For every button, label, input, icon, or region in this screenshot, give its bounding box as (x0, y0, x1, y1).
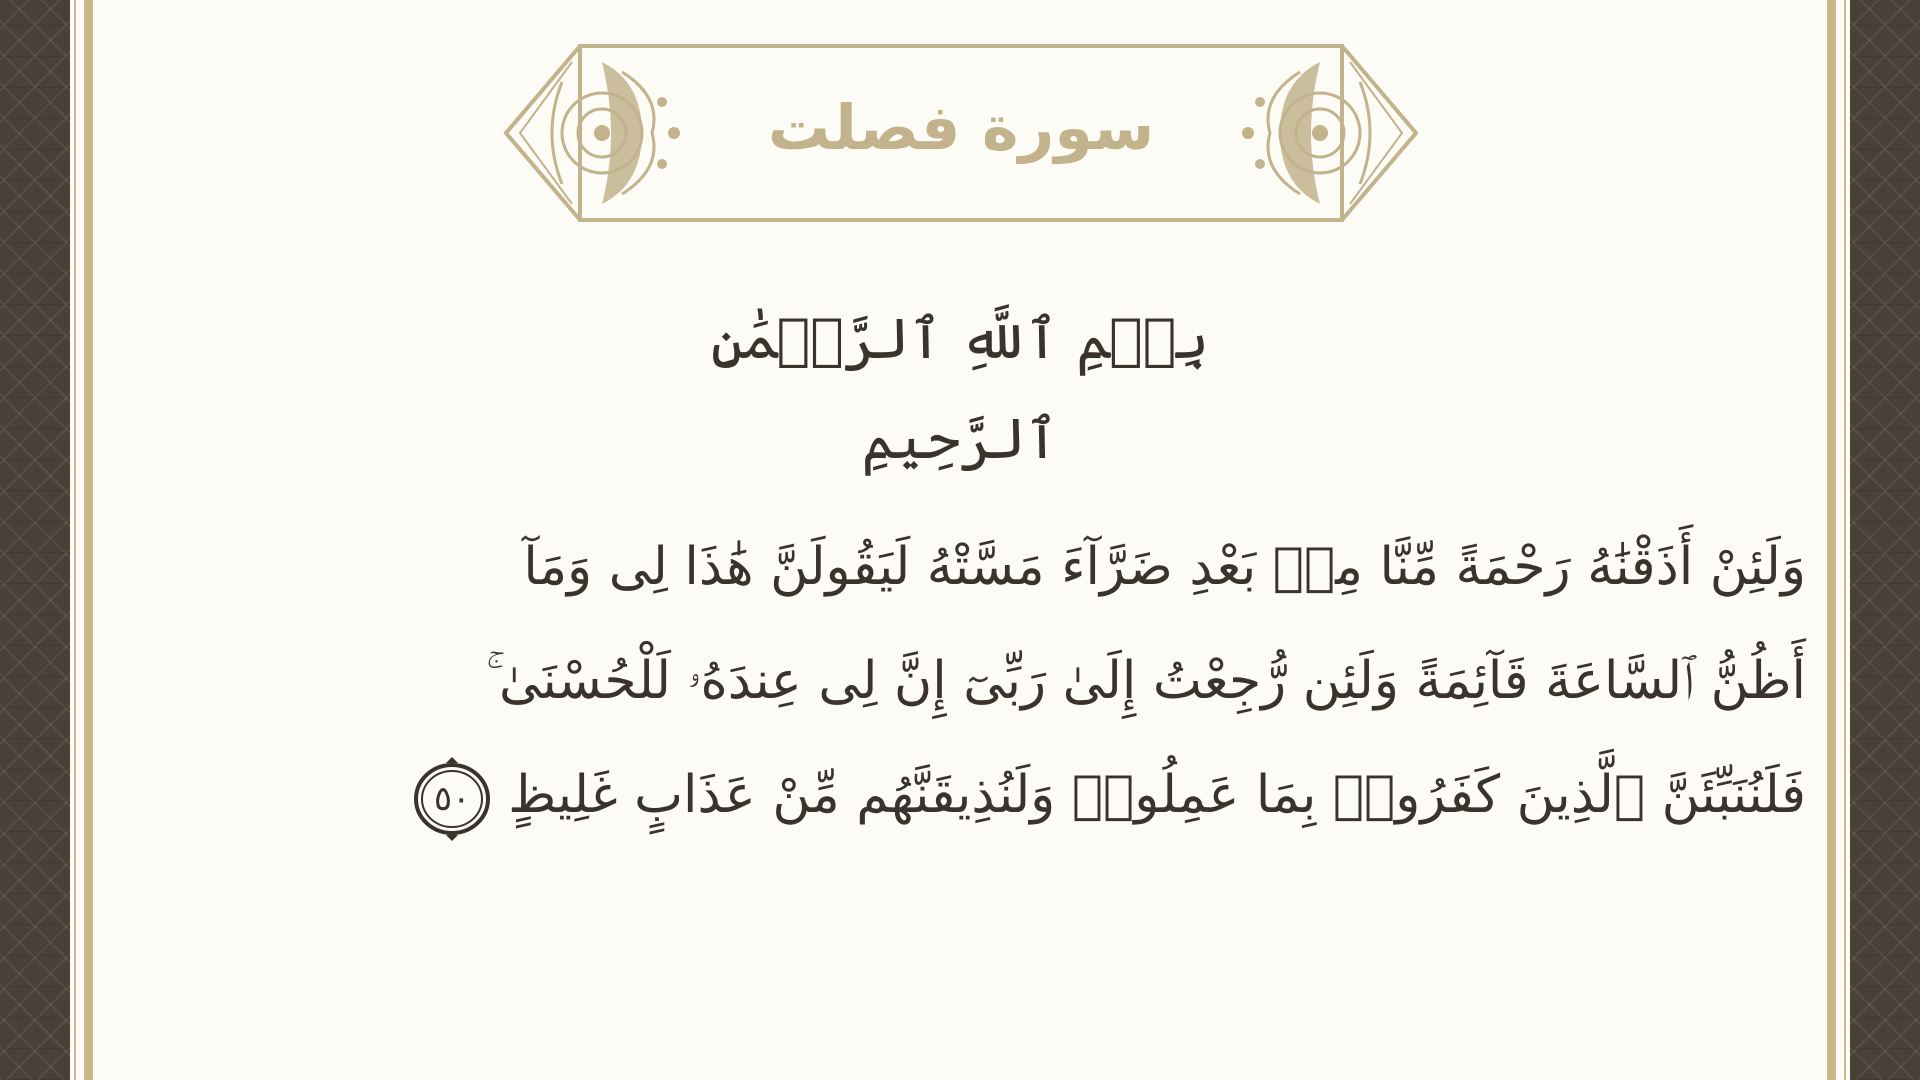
surah-title-banner (502, 42, 1420, 224)
verse-line-1: وَلَئِنْ أَذَقْنَٰهُ رَحْمَةً مِّنَّا مِنۢ بَعْدِ ضَرَّآءَ مَسَّتْهُ لَيَقُولَنَّ هَٰذَا لِى وَمَآ (523, 537, 1806, 597)
verse-line-3-text: فَلَنُنَبِّئَنَّ ٱلَّذِينَ كَفَرُوا۟ بِمَا عَمِلُوا۟ وَلَنُذِيقَنَّهُم مِّنْ عَذَابٍ غَلِيظٍ (508, 765, 1806, 825)
right-decorative-border (1850, 0, 1920, 1080)
left-decorative-border (0, 0, 70, 1080)
basmala: بِسۡمِ ٱللَّهِ ٱلرَّحۡمَٰنِ ٱلرَّحِيمِ (710, 307, 1210, 472)
right-gold-rule (1827, 0, 1836, 1080)
left-frame-line (74, 0, 76, 1080)
verse-line-2: أَظُنُّ ٱلسَّاعَةَ قَآئِمَةً وَلَئِن رُّجِعْتُ إِلَىٰ رَبِّىٓ إِنَّ لِى عِندَهُۥ لَلْحُسْنَىٰ ۚ (485, 651, 1806, 711)
right-frame-line (1844, 0, 1846, 1080)
left-gold-rule (84, 0, 93, 1080)
ayah-number: ٥٠ (433, 778, 471, 819)
surah-title: سورة فصلت (767, 91, 1155, 164)
ayah-number-marker (410, 757, 494, 841)
verse-line-3 (270, 738, 1806, 852)
verse-text (270, 510, 1806, 852)
